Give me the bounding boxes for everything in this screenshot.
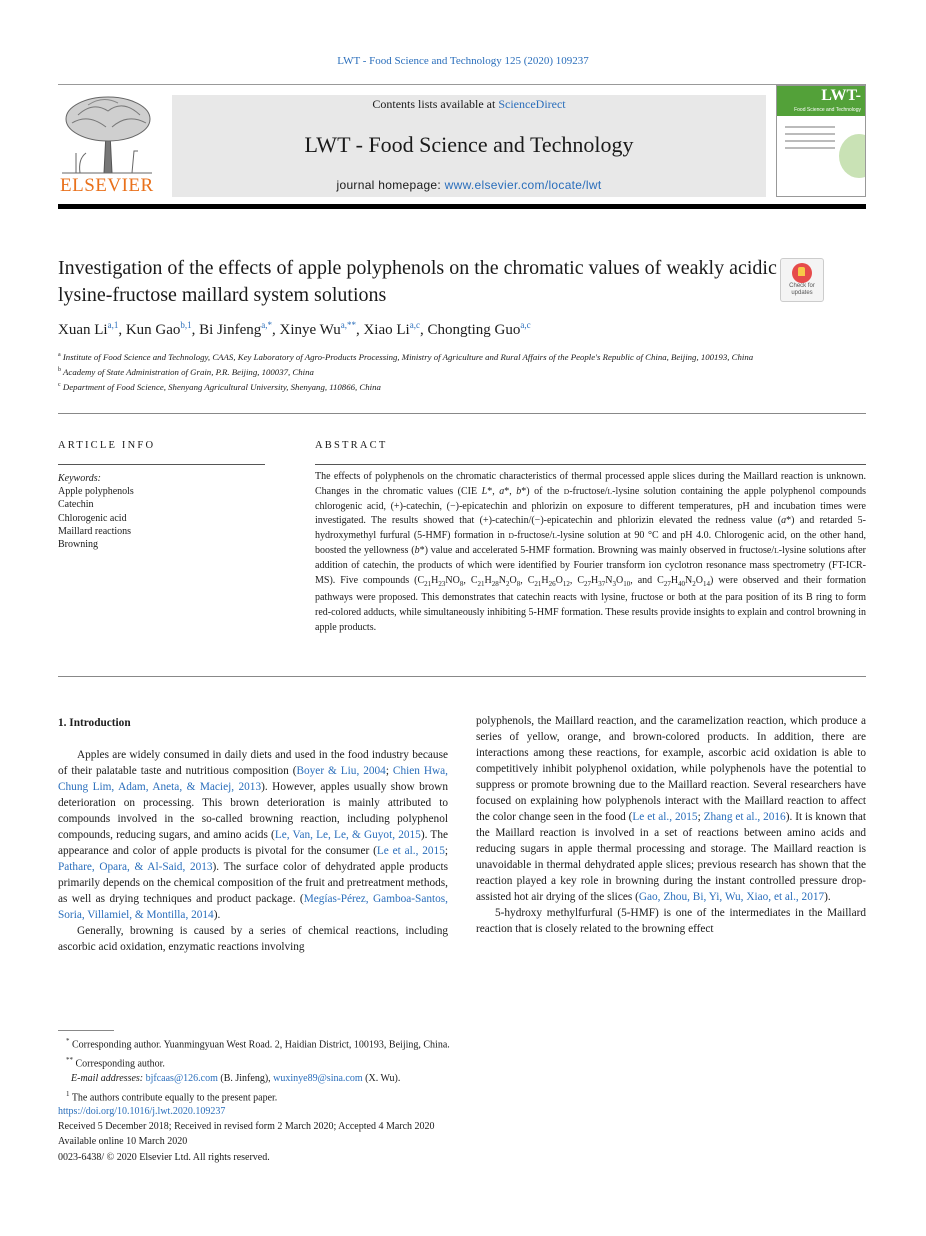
article-info-rule [58, 464, 265, 465]
cover-title: LWT- [821, 87, 861, 104]
copyright-line: 0023-6438/ © 2020 Elsevier Ltd. All rights reserved. [58, 1151, 270, 1163]
author-separator: , [191, 322, 200, 338]
journal-masthead [58, 85, 866, 197]
citation-link[interactable]: Le et al., 2015 [632, 811, 698, 823]
journal-homepage-line [172, 178, 766, 192]
author-affiliation-link[interactable]: b,1 [180, 320, 192, 330]
footnotes [66, 1034, 866, 1106]
author-affiliation-link[interactable]: a,c [409, 320, 420, 330]
header-divider [58, 413, 866, 414]
citation-link[interactable]: Megías-Pérez, Gamboa-Santos, Soria, Villamiel, & Montilla, 2014 [58, 893, 449, 921]
author-name: Xuan Li [58, 322, 108, 338]
affiliation-marker: c [58, 381, 61, 388]
footnote-equal-contribution: $^1$ The authors contribute equally to the present paper. [66, 1089, 278, 1104]
masthead-center-panel [172, 95, 766, 197]
affiliation-text: Department of Food Science, Shenyang Agricultural University, Shenyang, 110866, China [62, 381, 381, 392]
body-column-left [58, 713, 448, 955]
journal-reference-link[interactable]: LWT - Food Science and Technology 125 (2020) 109237 [337, 55, 589, 67]
footnote-rule [58, 1030, 114, 1031]
abstract-divider [58, 676, 866, 677]
abstract-heading: ABSTRACT [315, 440, 388, 451]
author-name: Kun Gao [125, 322, 181, 338]
author-affiliation-link[interactable]: a,1 [107, 320, 119, 330]
elsevier-logo[interactable] [58, 93, 156, 197]
body-column-right [476, 713, 866, 937]
footnote-corresponding-1: * Corresponding author. Yuanmingyuan West Road. 2, Haidian District, 100193, Beijing, China. [66, 1037, 450, 1051]
author-affiliation-link[interactable]: a,c [520, 320, 531, 330]
doi-link[interactable]: https://doi.org/10.1016/j.lwt.2020.109237 [58, 1106, 226, 1117]
author-affiliation-link[interactable]: a,* [261, 320, 272, 330]
author-separator: , [272, 322, 280, 338]
elsevier-wordmark: ELSEVIER [60, 175, 154, 196]
keywords-label: Keywords: [58, 473, 101, 484]
masthead-bottom-rule [58, 204, 866, 209]
contents-available-label: Contents lists available at [372, 97, 499, 111]
keyword-item: Catechin [58, 499, 94, 511]
author-separator: , [355, 322, 364, 338]
received-dates: Received 5 December 2018; Received in revised form 2 March 2020; Accepted 4 March 2020 [58, 1121, 435, 1133]
author-name: Chongting Guo [427, 322, 521, 338]
footnote-emails: E-mail addresses: bjfcaas@126.com (B. Jinfeng), wuxinye89@sina.com (X. Wu). [71, 1073, 401, 1085]
author-separator: , [118, 322, 126, 338]
author-list [58, 320, 866, 339]
affiliation-list [58, 349, 866, 394]
article-title: Investigation of the effects of apple polyphenols on the chromatic values of weakly acidic lysine-fructose maillard system solutions [58, 257, 777, 306]
elsevier-tree-icon [58, 93, 156, 175]
homepage-label: journal homepage: [336, 178, 445, 192]
keyword-item: Maillard reactions [58, 525, 132, 537]
intro-paragraph: Apples are widely consumed in daily diets and used in the food industry because of their palatable taste and nutritious composition (Boyer & Liu, 2004; Chien Hwa, Chung Lim, Adam, Aneta, & Maciej, 2013). However, apples usually show brown deterioration on processing. This brown deterioration is mainly attributed to compounds involved in the so-called browning reaction, including polyphenol compounds, reducing sugars, and amino acids (Le, Van, Le, Le, & Guyot, 2015). The appearance and color of apple products is pivotal for the consumer (Le et al., 2015; Pathare, Opara, & Al-Said, 2013). The surface color of dehydrated apple products primarily depends on the chemical composition of the fruit and pretreatment methods, as well as drying techniques and product package. (Megías-Pérez, Gamboa-Santos, Soria, Villamiel, & Montilla, 2014). [58, 749, 449, 921]
citation-link[interactable]: Le, Van, Le, Le, & Guyot, 2015 [274, 829, 421, 841]
affiliation-text: Academy of State Administration of Grain, P.R. Beijing, 100037, China [63, 366, 314, 377]
email-link[interactable]: bjfcaas@126.com [145, 1073, 218, 1085]
citation-link[interactable]: Zhang et al., 2016 [703, 811, 786, 823]
cover-banner [777, 86, 865, 116]
intro-paragraph: polyphenols, the Maillard reaction, and the caramelization reaction, which produce a series of yellow, orange, and brown-colored products. In addition, there are interactions among these reactions, for example, ascorbic acid oxidation is able to competitively inhibit polyphenol oxidation, while polyphenols have the potential to suppress or promote browning due to the Maillard reaction. Several researchers have focused on explaining how polyphenols interact with the Maillard reaction to affect the color change seen in the food (Le et al., 2015; Zhang et al., 2016). It is known that the Maillard reaction is involved in a set of reactions between amino acids and reducing sugars in apple thermal processing and storage. The Maillard reaction is unavoidable in thermal dehydrated apple slices; previous research has shown that the reaction played a key role in browning during the instant controlled pressure drop-assisted hot air drying of the slices (Gao, Zhou, Bi, Yi, Wu, Xiao, et al., 2017). [476, 715, 867, 903]
citation-link[interactable]: Boyer & Liu, 2004 [296, 765, 386, 777]
introduction-heading: 1. Introduction [58, 717, 131, 729]
author-name: Xiao Li [363, 322, 410, 338]
abstract-rule [315, 464, 866, 465]
citation-link[interactable]: Chien Hwa, Chung Lim, Adam, Aneta, & Maciej, 2013 [58, 765, 449, 793]
affiliation-item [58, 379, 866, 394]
bookmark-icon [792, 263, 812, 283]
check-updates-line2: updates [791, 290, 813, 296]
keywords-block [58, 472, 265, 551]
keyword-item: Browning [58, 539, 98, 551]
keyword-item: Apple polyphenols [58, 486, 134, 498]
affiliation-item [58, 349, 866, 364]
cover-text-lines [785, 126, 835, 154]
chemical-formula: $C_{27}H_{37}N_3O_{10}$ [577, 574, 631, 588]
contents-available-line [172, 97, 766, 112]
affiliation-text: Institute of Food Science and Technology, CAAS, Key Laboratory of Agro-Products Processing, Ministry of Agriculture and Rural Affairs of the People's Republic of China, Beijing, 100193, China [62, 351, 754, 362]
keyword-item: Chlorogenic acid [58, 512, 127, 524]
chemical-formula: $C_{21}H_{23}NO_8$ [417, 574, 464, 588]
author-separator: , [419, 322, 428, 338]
check-for-updates-badge[interactable] [780, 258, 824, 302]
chemical-formula: $C_{21}H_{28}N_2O_8$ [470, 574, 521, 588]
affiliation-marker: b [58, 366, 61, 373]
abstract-text: The effects of polyphenols on the chromatic characteristics of thermal processed apple slices during the Maillard reaction is unknown. Changes in the chromatic values (CIE L*, a*, b*) of the D-fructose/L-lysine solution containing the apple polyphenol compounds chlorogenic acid, (+)-catechin, (−)-epicatechin and phlorizin on exposure to different temperatures, pH and incubation times were investigated. The results showed that (+)-catechin/(−)-epicatechin and phlorizin elevated the redness value (a*) and retarded 5-hydroxymethyl furfural (5-HMF) formation in D-fructose/L-lysine solution at 90 °C and pH 4.0. Chlorogenic acid, on the other hand, boosted the yellowness (b*) value and accelerated 5-HMF formation. Browning was mainly observed in fructose/L-lysine solutions after addition of catechin, the products of which were identified by Fourier transform ion cyclotron resonance mass spectrometry (FT-ICR-MS). Five compounds ($C_{21}H_{23}NO_8$, $C_{21}H_{28}N_2O_8$, $C_{21}H_{26}O_{12}$, $C_{27}H_{37}N_3O_{10}$, and $C_{27}H_{40}N_2O_{14}$) were observed and their formation pathways were proposed. This demonstrates that catechin reacts with lysine, fructose or both at the para position of its B ring to form red-colored adducts, while simultaneously inhibiting 5-HMF formation. These results provide insights to explain and control browning in apple products. [315, 471, 867, 633]
cover-subtitle: Food Science and Technology [794, 107, 861, 113]
author-name: Bi Jinfeng [199, 322, 262, 338]
journal-homepage-link[interactable]: www.elsevier.com/locate/lwt [444, 178, 602, 192]
author-affiliation-link[interactable]: a,** [340, 320, 356, 330]
journal-name: LWT - Food Science and Technology [304, 132, 634, 157]
email-link[interactable]: wuxinye89@sina.com [273, 1073, 363, 1085]
available-online: Available online 10 March 2020 [58, 1136, 188, 1148]
publication-info [58, 1104, 866, 1165]
article-info-heading: ARTICLE INFO [58, 440, 156, 451]
footnote-corresponding-2: ** Corresponding author. [66, 1055, 165, 1070]
affiliation-item [58, 364, 866, 379]
cover-graphic [839, 134, 866, 178]
citation-link[interactable]: Le et al., 2015 [376, 845, 445, 857]
author-name: Xinye Wu [279, 322, 341, 338]
citation-link[interactable]: Gao, Zhou, Bi, Yi, Wu, Xiao, et al., 2017 [638, 891, 825, 903]
chemical-formula: $C_{27}H_{40}N_2O_{14}$ [657, 574, 711, 588]
citation-link[interactable]: Pathare, Opara, & Al-Said, 2013 [58, 861, 213, 873]
chemical-formula: $C_{21}H_{26}O_{12}$ [527, 574, 570, 588]
affiliation-marker: a [58, 352, 61, 358]
sciencedirect-link[interactable]: ScienceDirect [498, 97, 566, 111]
check-updates-line1: Check for [789, 283, 815, 289]
journal-cover-thumbnail[interactable] [776, 85, 866, 197]
intro-paragraph: Generally, browning is caused by a series of chemical reactions, including ascorbic acid oxidation, enzymatic reactions involving [58, 925, 448, 953]
intro-paragraph: 5-hydroxy methylfurfural (5-HMF) is one of the intermediates in the Maillard reaction that is closely related to the browning effect [476, 907, 866, 935]
